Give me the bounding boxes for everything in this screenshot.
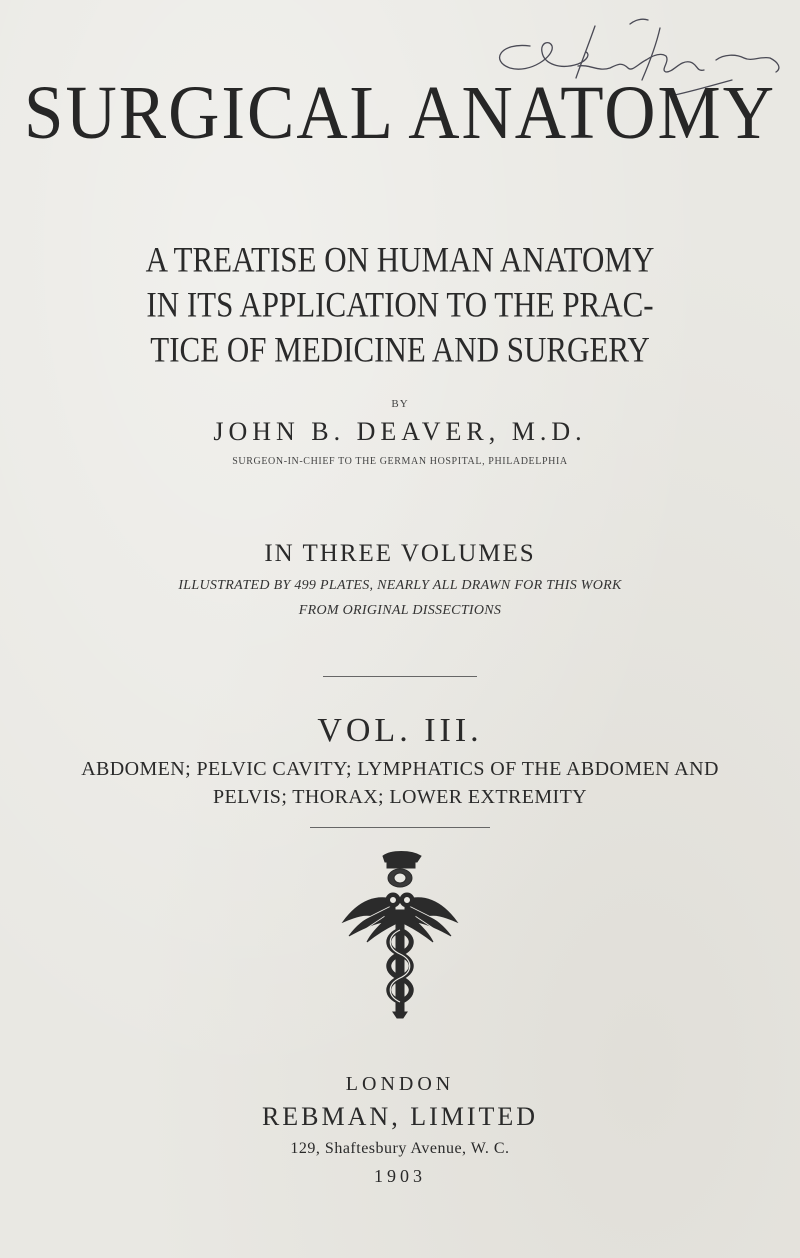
volumes-note: IN THREE VOLUMES bbox=[264, 540, 536, 567]
divider-rule bbox=[310, 827, 490, 828]
caduceus-emblem-icon bbox=[335, 850, 465, 1020]
author-position: SURGEON-IN-CHIEF TO THE GERMAN HOSPITAL, PHILADELPHIA bbox=[232, 456, 568, 467]
contents-line: PELVIS; THORAX; LOWER EXTREMITY bbox=[212, 786, 588, 808]
volume-number: VOL. III. bbox=[317, 712, 483, 749]
subtitle-line: A TREATISE ON HUMAN ANATOMY bbox=[145, 239, 655, 280]
imprint-publisher: REBMAN, LIMITED bbox=[261, 1102, 539, 1131]
contents-line: ABDOMEN; PELVIC CAVITY; LYMPHATICS OF THE ABDOMEN AND bbox=[81, 758, 719, 780]
subtitle-line: IN ITS APPLICATION TO THE PRAC- bbox=[146, 284, 654, 325]
imprint-city: LONDON bbox=[345, 1073, 455, 1095]
illustration-line: ILLUSTRATED BY 499 PLATES, NEARLY ALL DRAWN FOR THIS WORK bbox=[178, 578, 622, 593]
subtitle-line: TICE OF MEDICINE AND SURGERY bbox=[150, 329, 650, 370]
imprint-address: 129, Shaftesbury Avenue, W. C. bbox=[290, 1140, 510, 1157]
book-title: SURGICAL ANATOMY bbox=[24, 70, 776, 156]
by-label: BY bbox=[391, 398, 409, 410]
illustration-line: FROM ORIGINAL DISSECTIONS bbox=[298, 603, 502, 618]
illustration-note bbox=[0, 573, 800, 623]
divider-rule bbox=[323, 676, 477, 677]
author-name: JOHN B. DEAVER, M.D. bbox=[213, 417, 587, 446]
imprint-year: 1903 bbox=[374, 1166, 426, 1186]
volume-contents bbox=[0, 755, 800, 811]
subtitle bbox=[0, 237, 800, 372]
